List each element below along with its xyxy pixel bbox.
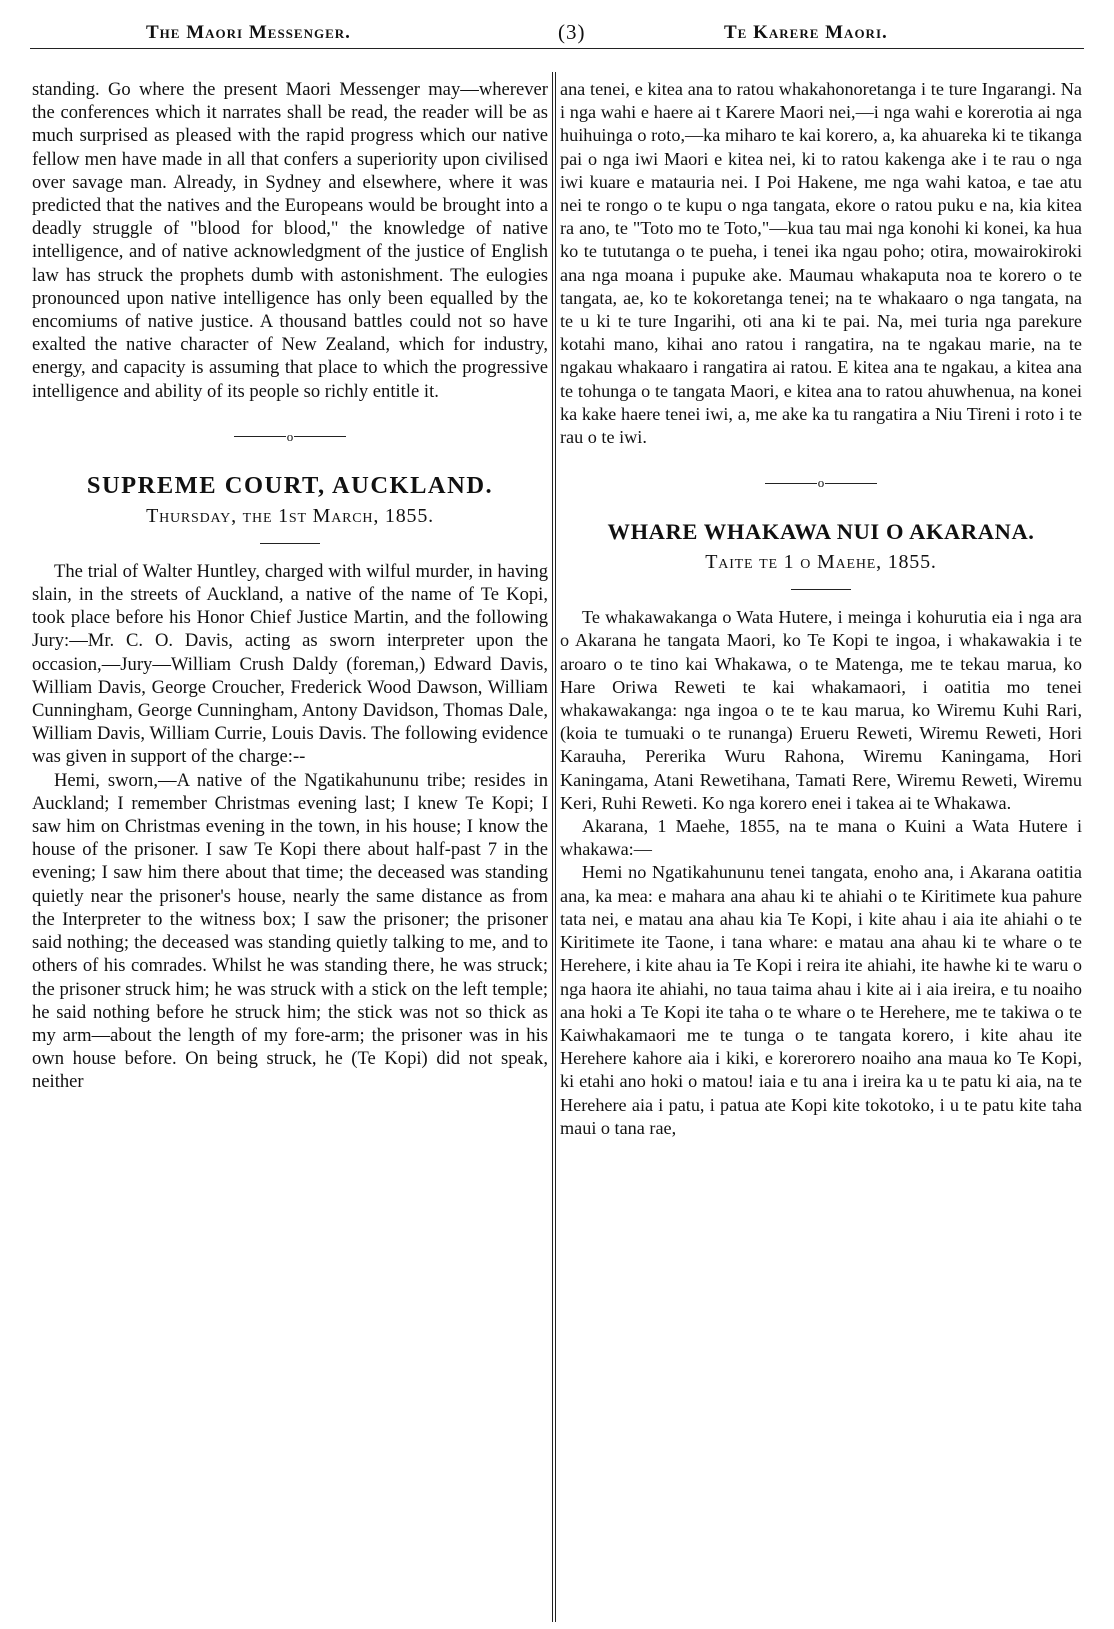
- english-paragraph-trial: The trial of Walter Huntley, charged with wilful murder, in having slain, in the streets of Auckland, a native of the name of Te Kopi, took place before his Honor Chief Justice Martin, and the following Jury:—Mr. C. O. Davis, acting as sworn interpreter upon the occasion,—Jury—William Crush Daldy (foreman,) Edward Davis, William Davis, George Croucher, Frederick Wood Dawson, William Cunningham, George Cunningham, Antony Davidson, Thomas Dale, William Davis, William Currie, Louis Davis. The following evidence was given in support of the charge:--: [32, 560, 548, 768]
- maori-intro: [560, 78, 1082, 449]
- english-section-date: Thursday, the 1st March, 1855.: [146, 504, 434, 527]
- separator-ornament: o: [286, 428, 294, 444]
- english-column: [32, 78, 548, 1094]
- maori-paragraph-date: Akarana, 1 Maehe, 1855, na te mana o Kuini a Wata Hutere i whakawa:—: [560, 816, 1082, 860]
- maori-section-title: WHARE WHAKAWA NUI O AKARANA.: [607, 519, 1035, 545]
- maori-section-date: Taite te 1 o Maehe, 1855.: [705, 551, 937, 574]
- english-separator: [32, 428, 548, 444]
- english-paragraph-evidence: Hemi, sworn,—A native of the Ngatikahununu tribe; resides in Auckland; I remember Christmas evening last; I knew Te Kopi; I saw him on Christmas evening in the town, in his house; I know the house of the prisoner. I saw Te Kopi there about half-past 7 in the evening; I saw him there about that time; the deceased was standing quietly near the prisoner's house, nearly the same distance as from the Interpreter to the witness box; I saw the prisoner; the prisoner said nothing; the deceased was standing quietly talking to me, and to others of his comrades. Whilst he was standing there, he was struck; the prisoner struck him; he was struck with a stick on the left temple; he said nothing before he struck him; the stick was not so thick as my arm—about the length of my fore-arm; the prisoner was in his own house before. On being struck, he (Te Kopi) did not speak, neither: [32, 769, 548, 1093]
- page-header: [30, 14, 1084, 49]
- page-number: (3): [558, 20, 586, 44]
- english-title-rule: [260, 543, 320, 544]
- english-intro: [32, 78, 548, 403]
- english-intro-text: standing. Go where the present Maori Messenger may—wherever the conferences which it narrates shall be read, the reader will be as much surprised as pleased with the rapid progress which our native fellow men have made in all that confers a superiority upon civilised over savage man. Already, in Sydney and elsewhere, where it was predicted that the natives and the Europeans would be brought into a deadly struggle of "blood for blood," the knowledge of native intelligence, and of native acknowledgment of the justice of English law has struck the prophets dumb with astonishment. The eulogies pronounced upon native intelligence has only been equalled by the encomiums of native justice. A thousand battles could not so have exalted the native character of New Zealand, which for industry, energy, and capacity is assuming that place to which the progressive intelligence and ability of its people so richly entitle it.: [32, 79, 548, 402]
- separator-ornament: o: [817, 475, 825, 491]
- maori-title-rule: [791, 589, 851, 590]
- maori-paragraph-trial: Te whakawakanga o Wata Hutere, i meinga i kohurutia eia i nga ara o Akarana he tangata Maori, ko Te Kopi te ingoa, i whakawakia i te aroaro o te tino kai Whakawa, o te Matenga, me te tekau marua, ko Hare Oriwa Reweti te kai whakamaori, i oatitia mo tenei whakawakanga: nga ingoa o te te kau marua, ko Wiremu Kuhi Rari, (koia te tumuaki o te runanga) Erueru Reweti, Wiremu Reweti, Hori Karauha, Pererika Wuru Rahona, Wiremu Kaningama, Hori Kaningama, Atani Rewetihana, Tamati Rere, Wiremu Reweti, Wiremu Keri, Ruhi Reweti. Ko nga korero enei i takea ai te Whakawa.: [560, 607, 1082, 813]
- maori-body: [560, 606, 1082, 1140]
- masthead-maori: Te Karere Maori.: [724, 22, 888, 43]
- english-section-title: SUPREME COURT, AUCKLAND.: [86, 471, 494, 499]
- maori-paragraph-evidence: Hemi no Ngatikahununu tenei tangata, enoho ana, i Akarana oatitia ana, ka mea: e mahara ana ahau ki te ahiahi o te Kiritimete kua pahure tata nei, e matau ana ahau kia Te Kopi, i kite ahau i aia ite ahiahi o te Kiritimete ite Taone, i tana whare: e matau ana ahau ki te whare o te Herehere, i kite ahau ia Te Kopi i reira ite ahiahi, ite hawhe ki te waru o nga haora ite ahiahi, no taua taima ahau i kite ai i aia ireira, e tu noaiho ana hoki a Te Kopi ite taha o te whare o te Herehere, me te takiwa o te Kaiwhakamaori me te tunga o te tangata korero, i kite ahau ite Herehere kahore aia i kiki, e korerorero noaiho ana maua ko Te Kopi, ki etahi ano hoki o matou! iaia e tu ana i ireira ka u te patu ki aia, na te Herehere aia i patu, i patua ate Kopi kite tokotoko, i u te patu kite taha maui o tana rae,: [560, 862, 1082, 1138]
- maori-intro-text: ana tenei, e kitea ana to ratou whakahonoretanga i te ture Ingarangi. Na i nga wahi e haere ai t Karere Maori nei,—i nga wahi e korerotia ai nga huihuinga o roto,—ka miharo te kai korero, a, ka ahuareka ki te tikanga pai o nga iwi Maori e kitea nei, ki to ratou kakenga ake i te rau o nga iwi kuare e matauria nei. I Poi Hakene, me nga wahi katoa, e tae atu nei te rongo o te kupu o nga tangata, ekore o ratou puku e na, kia kitea ra ano, te "Toto mo te Toto,"—kua tau mai nga konohi ki konei, ka hua ko te tututanga o te pueha, i tenei ika ngau poho; otira, mowairokiroki ana nga moana i pupuke ake. Maumau whakaputa noa te korero o te tangata, ae, ko te kokoretanga tenei; na te whakaaro o nga tangata, na te u ki te ture Ingarihi, oti ana ki te pai. Na, mei turia nga parekure kotahi mano, kihai ano ratou i rangatira, na te ngakau marie, na te ngakau whakaaro i rangatira ai ratou. E kitea ana te ngakau, a kitea ana te tohunga o te tangata Maori, e kitea ana to ratou ahuwhenua, na konei ka kake haere tenei iwi, a, me ake ka tu rangatira a Niu Tireni i roto i te rau o te iwi.: [560, 79, 1082, 448]
- masthead-english: The Maori Messenger.: [146, 22, 351, 43]
- maori-separator: [560, 477, 1082, 489]
- maori-column: [560, 78, 1082, 1140]
- column-divider: [552, 72, 556, 1622]
- english-body: [32, 560, 548, 1094]
